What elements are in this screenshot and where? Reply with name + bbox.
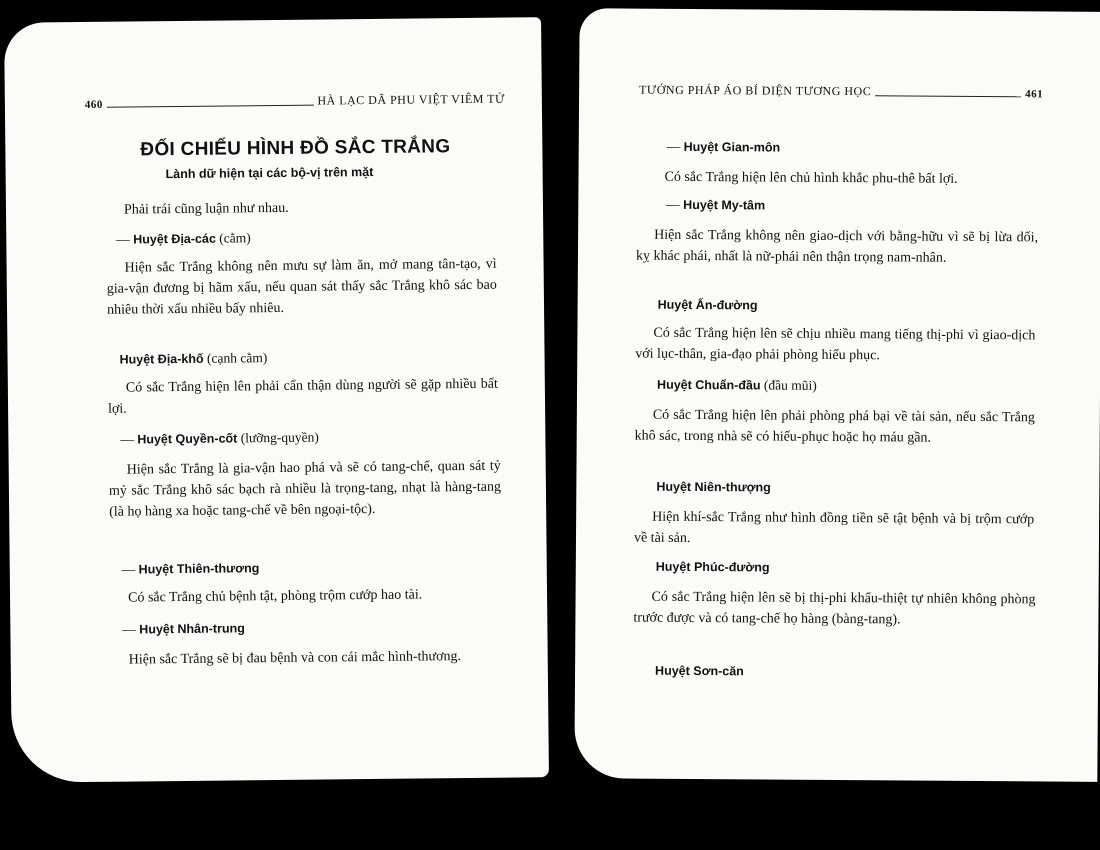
heading-name: Huyệt Địa-khố [119,351,204,367]
section-heading [656,559,770,576]
section-heading [120,430,319,448]
section-heading [122,560,260,577]
heading-dash: — [121,561,139,577]
running-head-right [639,83,1043,101]
heading-name: Huyệt Thiên-thương [138,561,260,577]
section-paragraph: Có sắc Trắng hiện lên sẽ chịu nhiều mang tiếng thị-phi vì giao-dịch với lục-thân, gia-đạo phải phòng hiếu phục. [635,325,1036,364]
chapter-title: ĐỐI CHIẾU HÌNH ĐỒ SẮC TRẮNG [140,136,451,161]
section-heading [656,479,771,496]
heading-note: (lưỡng-quyền) [237,429,319,446]
section-heading [122,620,245,637]
section-heading [666,197,765,214]
heading-name: Huyệt Nhân-trung [139,621,245,637]
heading-name: Huyệt Chuẩn-đầu [657,377,761,393]
heading-name: Huyệt Phúc-đường [655,559,770,575]
running-head-title-left: HÀ LẠC DÃ PHU VIỆT VIÊM TỬ [317,91,505,108]
intro-paragraph: Phải trái cũng luận như nhau. [123,200,289,218]
heading-name: Huyệt Ấn-đường [657,297,758,313]
section-heading [667,139,781,156]
section-heading [657,377,817,394]
section-paragraph: Hiện khí-sắc Trắng như hình đồng tiền sẽ tật bệnh và bị trộm cướp về tài sản. [633,509,1035,546]
running-head-title-right: TƯỚNG PHÁP ÁO BÍ DIỆN TƯƠNG HỌC [639,82,872,99]
heading-note: (cạnh cằm) [203,350,268,366]
heading-dash: — [666,196,684,212]
section-paragraph: Hiện sắc Trắng không nên giao-dịch với bằng-hữu vì sẽ bị lừa dối, kỵ khác phái, nhất là nữ-phái nên thận trọng nam-nhân. [635,227,1039,266]
running-head-left [85,92,505,111]
heading-note: (cằm) [215,230,251,246]
section-paragraph: Hiện sắc Trắng không nên mưu sự làm ăn, mở mang tân-tạo, vì gia-vận đương bị hãm xấu, nếu quan sát thấy sắc Trắng khô sác bao nhiêu thời xấu nhiều bấy nhiêu. [106,256,497,318]
heading-name: Huyệt Gian-môn [683,139,781,155]
heading-name: Huyệt Địa-các [133,231,216,247]
page-number-left: 460 [84,98,103,111]
chapter-subtitle: Lành dữ hiện tại các bộ-vị trên mặt [165,164,374,182]
section-heading [655,663,744,680]
heading-name: Huyệt My-tâm [683,197,766,213]
section-heading [119,350,267,368]
section-heading [658,297,758,314]
heading-name: Huyệt Sơn-căn [655,663,744,679]
left-page [4,17,549,783]
heading-name: Huyệt Quyền-cốt [137,431,238,447]
section-paragraph: Có sắc Trắng hiện lên chủ hình khắc phu-thê bất lợi. [664,169,958,187]
heading-dash: — [122,621,140,637]
heading-dash: — [120,431,138,447]
section-paragraph: Có sắc Trắng chủ bệnh tật, phòng trộm cướp hao tài. [127,587,423,606]
section-paragraph: Có sắc Trắng hiện lên sẽ bị thị-phi khẩu-thiệt tự nhiên không phòng trước được và có tang-chế họ hàng (bàng-tang). [633,589,1036,628]
section-paragraph: Có sắc Trắng hiện lên phải cẩn thận dùng người sẽ gặp nhiều bất lợi. [108,376,498,417]
heading-dash: — [666,138,684,154]
section-heading [116,230,251,247]
section-paragraph: Hiện sắc Trắng là gia-vận hao phá và sẽ có tang-chế, quan sát tỷ mỷ sắc Trắng khô sác bạch rà nhiều là trọng-tang, nhạt là hàng-tang (là họ hàng xa hoặc tang-chế về bên ngoại-tộc). [108,458,502,520]
section-paragraph: Có sắc Trắng hiện lên phải phòng phá bại về tài sản, nếu sắc Trắng khô sác, trong nhà sẽ có hiếu-phục hoặc họ máu gần. [634,407,1035,446]
heading-name: Huyệt Niên-thượng [656,479,771,495]
heading-note: (đầu mũi) [760,377,817,393]
heading-dash: — [116,231,134,247]
header-rule [875,95,1021,97]
page-number-right: 461 [1025,88,1044,101]
header-rule [107,105,314,108]
right-page [574,8,1100,782]
section-paragraph: Hiện sắc Trắng sẽ bị đau bệnh và con cái mắc hình-thương. [128,649,462,668]
